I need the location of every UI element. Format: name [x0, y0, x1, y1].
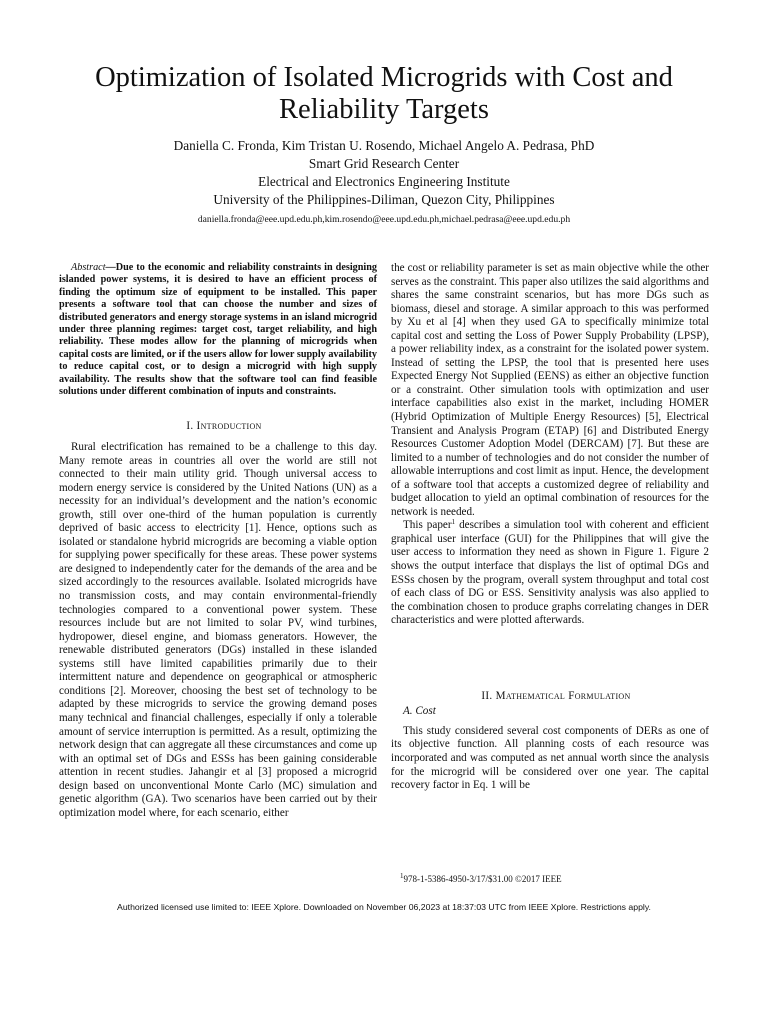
title-line-2: Reliability Targets [279, 94, 489, 125]
title-line-1: Optimization of Isolated Microgrids with Cost and [95, 62, 673, 93]
section-heading-mathematical-formulation: II. Mathematical Formulation [481, 689, 631, 702]
license-notice: Authorized licensed use limited to: IEEE Xplore. Downloaded on November 06,2023 at 18:37:03 UTC from IEEE Xplore. Restrictions apply. [117, 902, 651, 912]
author-names: Daniella C. Fronda, Kim Tristan U. Rosendo, Michael Angelo A. Pedrasa, PhD [173, 138, 595, 153]
footnote-marker: 1 [451, 518, 456, 527]
section-heading-introduction: I. Introduction [186, 420, 262, 433]
abstract-text: —Due to the economic and reliability constraints in designing islanded power systems, it is desired to have an efficient process of finding the optimum size of equipment to be installed. This paper presents a software tool that can choose the number and sizes of distributed generators and energy storage systems in an island microgrid under three planning regimes: target cost, target reliability, and high reliability. These modes allow for the planning of microgrids when capital costs are limited, or if the users allow for lower supply availability to reduce capital cost, or to design a microgrid with high supply availability. The results show that the software tool can find feasible solutions under different combination of inputs and constraints. [59, 262, 377, 398]
author-university: University of the Philippines-Diliman, Quezon City, Philippines [213, 192, 555, 207]
paper-title [40, 62, 728, 126]
abstract [59, 262, 377, 398]
abstract-label: Abstract [71, 262, 106, 273]
cost-paragraph-1: This study considered several cost components of DERs as one of its objective function. All planning costs of each resource was incorporated and was computed as net annual worth since the analysis for the microgrid will be considered over one year. The capital recovery factor in Eq. 1 will be [391, 724, 709, 792]
intro-paragraph-2: This paper$^1$ describes a simulation tool with coherent and efficient graphical user interface (GUI) for the Philippines that will give the user access to information they need as shown in Figure 1. Figure 2 shows the output interface that displays the list of optimal DGs and ESSs chosen by the program, overall system throughput and total cost of each class of DG or ESS. Sensitivity analysis was also applied to the combination chosen to produce graphs correlating changes in DER characteristics and were plotted afterwards. [391, 518, 709, 627]
author-institute: Electrical and Electronics Engineering Institute [258, 174, 510, 189]
right-column [391, 262, 709, 793]
author-emails: daniella.fronda@eee.upd.edu.ph,kim.rosendo@eee.upd.edu.ph,michael.pedrasa@eee.upd.edu.ph [197, 214, 571, 225]
intro-paragraph-1: Rural electrification has remained to be a challenge to this day. Many remote areas in countries all over the world are still not connected to their main utility grid. Though universal access to modern energy service is considered by the United Nations (UN) as a necessity for an individual’s development and the nation’s economic growth, still over one-third of the human population is currently deprived of basic access to electricity [1]. Hence, options such as isolated or standalone hybrid microgrids are becoming a viable option for supplying power specifically for these areas. These power systems are designed to independently cater for the demands of the area and be sized accordingly to the resources available. Isolated microgrids have no transmission costs, and may contain environmental-friendly technologies compared to a conventional power system. These resources include but are not limited to solar PV, wind turbines, hydropower, diesel engine, and biomass generators. However, the renewable distributed generators (DGs) installed in these islanded systems still have limited capabilities primarily due to their intermittent nature and dependence on geographical or atmospheric conditions [2]. Moreover, choosing the best set of technology to be adapted by these microgrids to service the growing demand poses many technical and financial challenges, especially if only a tolerable amount of service interruption is permitted. As a result, optimizing the network design that can aggregate all these circumstances and come up with an optimal set of DGs and ESSs has been gaining considerable attention in recent studies. Jahangir et al [3] proposed a microgrid design based on unconventional Monte Carlo (MC) simulation and genetic algorithm (GA). Two scenarios have been carried out by their optimization model where, for each scenario, either [59, 441, 377, 819]
footnote-mark: 1 [400, 872, 404, 880]
intro-paragraph-1-continued: the cost or reliability parameter is set as main objective while the other serves as the constraint. This paper also utilizes the said algorithms and shares the same constraint scenarios, but has more DGs such as biomass, diesel and storage. A similar approach to this was performed by Xu et al [4] when they used GA to specifically minimize total capital cost and setting the Loss of Power Supply Probability (LPSP), a power reliability index, as a constraint for the isolated power system. Instead of setting the LPSP, the tool that is presented here uses Expected Energy Not Supplied (EENS) as either an objective function or a constraint. Other simulation tools with optimization and user interface capabilities also exist in the market, including HOMER (Hybrid Optimization of Multiple Energy Resources) [5], Electrical Transient and Analysis Program (ETAP) [6] and Distributed Energy Resources Customer Adoption Model (DERCAM) [7]. But these are limited to a number of technologies and do not consider the number of allowable interruptions and cost limit as input. Hence, the development of a software tool that accepts a customized degree of reliability and budget allocation to yield an optimal combination of resources for the network is needed. [391, 262, 709, 518]
author-center: Smart Grid Research Center [308, 156, 460, 171]
subsection-heading-cost: A. Cost [403, 705, 436, 718]
author-block [40, 137, 728, 227]
footnote-text: 978-1-5386-4950-3/17/$31.00 ©2017 IEEE [403, 874, 562, 884]
left-column [59, 262, 377, 820]
footnote [400, 873, 562, 885]
